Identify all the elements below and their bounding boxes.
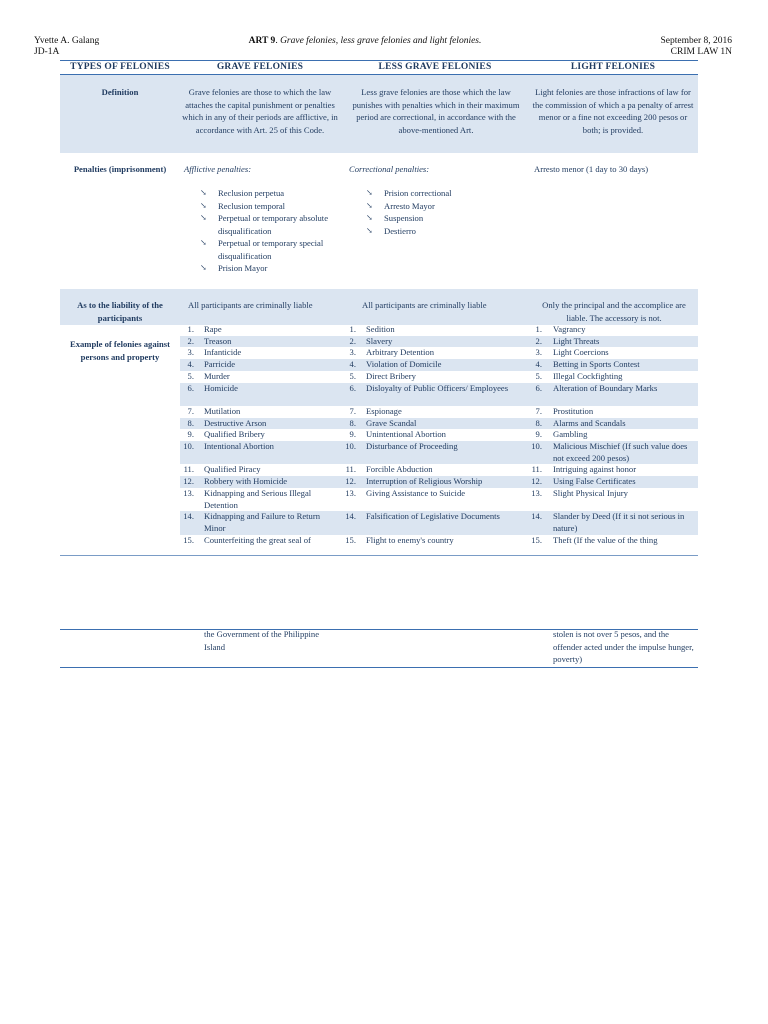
- row-number: 1.: [187, 324, 194, 334]
- row-number: 4.: [535, 359, 542, 370]
- row-number: 13.: [531, 487, 542, 498]
- example-less: Unintentional Abortion: [366, 429, 446, 440]
- list-item: ↘ Perpetual or temporary absolute disqualification: [200, 213, 329, 236]
- example-grave: Parricide: [204, 359, 236, 370]
- course-code: CRIM LAW 1N: [670, 47, 732, 57]
- row-number: 2.: [349, 335, 356, 346]
- penalties-less-heading: Correctional penalties:: [349, 164, 430, 174]
- row-number: 4.: [187, 359, 194, 370]
- column-header-less: LESS GRAVE FELONIES: [378, 62, 492, 72]
- example-grave: Qualified Bribery: [204, 429, 265, 440]
- author-section: JD-1A: [34, 47, 60, 57]
- arrow-bullet-icon: ↘: [200, 200, 207, 210]
- definition-grave: Grave felonies are those to which the law attaches the capital punishment or penalties which in any of their periods are afflictive, in accordance with Art. 25 of this Code.: [182, 87, 338, 135]
- author-block: [34, 36, 99, 58]
- example-light: Slight Physical Injury: [553, 487, 628, 498]
- row-number: 2.: [535, 335, 542, 346]
- article-title: Grave felonies, less grave felonies and light felonies.: [280, 36, 482, 46]
- row-number: 5.: [187, 370, 194, 381]
- penalties-light: Arresto menor (1 day to 30 days): [534, 164, 649, 174]
- row-number: 15.: [183, 534, 194, 545]
- row-number: 11.: [183, 464, 194, 475]
- example-less: Falsification of Legislative Documents: [366, 511, 500, 522]
- example-less: Slavery: [366, 335, 393, 346]
- example-less: Grave Scandal: [366, 417, 417, 428]
- column-header-grave: GRAVE FELONIES: [216, 62, 304, 72]
- example-light: Alarms and Scandals: [553, 417, 626, 428]
- example-grave: Counterfeiting the great seal of: [204, 534, 311, 545]
- arrow-bullet-icon: ↘: [366, 188, 373, 197]
- example-less: Interruption of Religious Worship: [366, 476, 483, 487]
- row-number: 10.: [183, 441, 194, 451]
- example-grave: Robbery with Homicide: [204, 476, 288, 487]
- example-light: Malicious Mischief (If such value does not exceed 200 pesos): [553, 441, 688, 463]
- row-number: 8.: [535, 417, 542, 428]
- example-light: Light Threats: [553, 335, 600, 346]
- column-header-types: TYPES OF FELONIES: [70, 62, 170, 72]
- row-number: 11.: [345, 464, 356, 475]
- example-light: Illegal Cockfighting: [553, 370, 623, 381]
- example-less: Flight to enemy's country: [366, 534, 454, 545]
- row-number: 14.: [531, 511, 542, 522]
- list-item: ↘ Perpetual or temporary special disqualification: [200, 238, 324, 261]
- arrow-bullet-icon: ↘: [200, 188, 207, 197]
- liability-grave: All participants are criminally liable: [188, 300, 313, 310]
- row-number: 14.: [183, 511, 194, 522]
- document-date: September 8, 2016: [660, 36, 732, 46]
- row-number: 5.: [349, 370, 356, 381]
- example-less: Forcible Abduction: [366, 464, 433, 475]
- arrow-bullet-icon: ↘: [366, 225, 373, 235]
- definition-light: Light felonies are those infractions of law for the commission of which a pa penalty of arrest menor or a fine not exceeding 200 pesos or both; is provided.: [532, 87, 694, 135]
- row-number: 1.: [349, 324, 356, 334]
- list-item: ↘ Destierro: [366, 225, 416, 236]
- example-grave: Qualified Piracy: [204, 464, 261, 475]
- arrow-bullet-icon: ↘: [366, 213, 373, 222]
- example-grave: Rape: [204, 324, 222, 334]
- example-less: Giving Assistance to Suicide: [366, 487, 466, 498]
- example-light: Theft (If the value of the thing: [553, 534, 658, 545]
- row-number: 3.: [187, 347, 194, 358]
- row-number: 6.: [349, 382, 356, 393]
- row-number: 4.: [349, 359, 356, 370]
- row-number: 6.: [535, 382, 542, 393]
- example-grave: Mutilation: [204, 405, 241, 416]
- row-number: 14.: [345, 511, 356, 522]
- row-number: 6.: [187, 382, 194, 393]
- example-grave: Kidnapping and Serious Illegal Detention: [204, 487, 312, 510]
- example-less: Disturbance of Proceeding: [366, 441, 458, 451]
- row-number: 12.: [531, 476, 542, 487]
- row-number: 8.: [187, 417, 194, 428]
- row-number: 5.: [535, 370, 542, 381]
- row-number: 7.: [535, 405, 542, 416]
- row-number: 3.: [349, 347, 356, 358]
- row-number: 3.: [535, 347, 542, 358]
- row-number: 9.: [535, 429, 542, 440]
- example-less: Espionage: [366, 405, 402, 416]
- example-light: Alteration of Boundary Marks: [553, 382, 658, 393]
- article-number: ART 9: [248, 36, 276, 46]
- example-grave: Murder: [204, 370, 230, 381]
- example-less: Arbitrary Detention: [366, 347, 435, 358]
- liability-light: Only the principal and the accomplice are liable. The accessory is not.: [542, 300, 686, 323]
- author-name: Yvette A. Galang: [34, 36, 100, 46]
- liability-label: As to the liability of the participants: [77, 300, 163, 323]
- continuation-light: stolen is not over 5 pesos, and the offender acted under the impulse hunger, poverty): [553, 629, 694, 664]
- row-number: 15.: [531, 534, 542, 545]
- continuation-bottom-rule: [60, 667, 698, 668]
- row-number: 12.: [183, 476, 194, 487]
- examples-label: Example of felonies against persons and property: [69, 339, 171, 362]
- list-item: ↘ Arresto Mayor: [366, 200, 435, 211]
- penalties-label: Penalties (imprisonment): [73, 164, 167, 174]
- example-light: Betting in Sports Contest: [553, 359, 640, 370]
- list-item: ↘ Reclusion temporal: [200, 200, 286, 211]
- example-light: Using False Certificates: [553, 476, 636, 487]
- row-number: 13.: [183, 487, 194, 498]
- arrow-bullet-icon: ↘: [200, 238, 207, 247]
- row-number: 9.: [349, 429, 356, 440]
- arrow-bullet-icon: ↘: [366, 200, 373, 210]
- example-light: Gambling: [553, 429, 588, 440]
- penalties-grave-list: [200, 187, 340, 275]
- list-item: ↘ Prision Mayor: [200, 263, 268, 273]
- date-block: [660, 36, 732, 58]
- example-light: Slander by Deed (If it si not serious in nature): [553, 511, 685, 533]
- row-number: 15.: [345, 534, 356, 545]
- definition-label: Definition: [101, 87, 139, 97]
- row-number: 7.: [349, 405, 356, 416]
- row-number: 8.: [349, 417, 356, 428]
- example-grave: Treason: [204, 335, 232, 346]
- row-number: 7.: [187, 405, 194, 416]
- row-number: 13.: [345, 487, 356, 498]
- liability-less: All participants are criminally liable: [362, 300, 487, 310]
- example-grave: Intentional Abortion: [204, 441, 274, 451]
- document-title: ART 9. Grave felonies, less grave felonies and light felonies.: [248, 36, 482, 46]
- row-number: 10.: [345, 441, 356, 451]
- example-light: Prostitution: [553, 405, 594, 416]
- penalties-less-list: [366, 187, 526, 237]
- example-light: Intriguing against honor: [553, 464, 637, 475]
- row-number: 11.: [531, 464, 542, 475]
- row-number: 2.: [187, 335, 194, 346]
- example-light: Vagrancy: [553, 324, 586, 334]
- example-less: Sedition: [366, 324, 395, 334]
- row-number: 9.: [187, 429, 194, 440]
- row-number: 10.: [531, 441, 542, 451]
- example-light: Light Coercions: [553, 347, 609, 358]
- example-grave: Destructive Arson: [204, 417, 267, 428]
- examples-bottom-rule: [60, 555, 698, 556]
- example-less: Direct Bribery: [366, 370, 416, 381]
- penalties-grave-heading: Afflictive penalties:: [184, 164, 252, 174]
- example-grave: Kidnapping and Failure to Return Minor: [204, 511, 320, 533]
- list-item: ↘ Prision correctional: [366, 188, 452, 198]
- arrow-bullet-icon: ↘: [200, 213, 207, 222]
- example-less: Violation of Domicile: [366, 359, 442, 370]
- row-number: 1.: [535, 324, 542, 334]
- example-grave: Homicide: [204, 382, 238, 393]
- column-header-light: LIGHT FELONIES: [570, 62, 656, 72]
- list-item: ↘ Suspension: [366, 213, 424, 223]
- continuation-grave: the Government of the Philippine Island: [204, 629, 320, 652]
- list-item: ↘ Reclusion perpetua: [200, 188, 285, 198]
- definition-less: Less grave felonies are those which the law punishes with penalties which in their maximum period are correctional, in accordance with the above-mentioned Art.: [352, 87, 520, 135]
- example-grave: Infanticide: [204, 347, 242, 358]
- arrow-bullet-icon: ↘: [200, 263, 207, 272]
- example-less: Disloyalty of Public Officers/ Employees: [366, 382, 509, 393]
- row-number: 12.: [345, 476, 356, 487]
